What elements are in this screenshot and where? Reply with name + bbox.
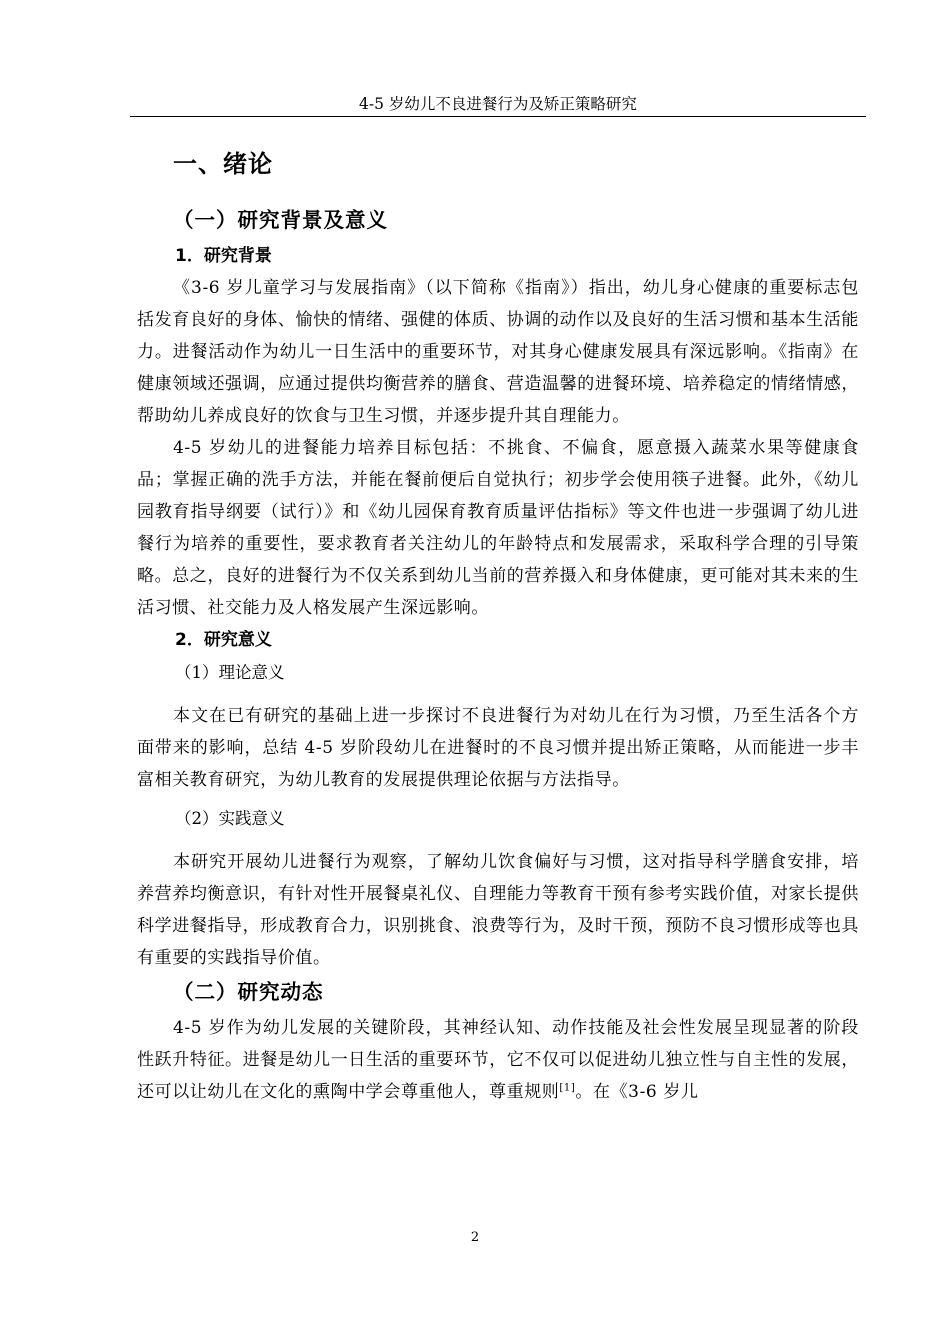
research-trends-tail: 。在《3-6 岁儿 — [575, 1082, 699, 1102]
paragraph-research-trends — [137, 1012, 859, 1108]
page-number: 2 — [470, 1230, 480, 1245]
chapter-title: 一、绪论 — [173, 150, 273, 178]
subsection-title-background: 1．研究背景 — [175, 246, 272, 266]
subsection-title-significance: 2．研究意义 — [175, 630, 272, 650]
citation-ref[interactable]: [1] — [559, 1082, 576, 1094]
section-title-background: （一）研究背景及意义 — [173, 208, 388, 232]
running-header: 4-5 岁幼儿不良进餐行为及矫正策略研究 — [359, 95, 637, 113]
section-title-research-trends: （二）研究动态 — [173, 980, 324, 1004]
research-trends-text: 4-5 岁作为幼儿发展的关键阶段，其神经认知、动作技能及社会性发展呈现显著的阶段性跃升特征。进餐是幼儿一日生活的重要环节，它不仅可以促进幼儿独立性与自主性的发展，还可以让幼儿在文化的熏陶中学会尊重他人，尊重规则 — [137, 1018, 859, 1102]
paragraph-guideline: 《3-6 岁儿童学习与发展指南》（以下简称《指南》）指出，幼儿身心健康的重要标志包括发育良好的身体、愉快的情绪、强健的体质、协调的动作以及良好的生活习惯和基本生活能力。进餐活动作为幼儿一日生活中的重要环节，对其身心健康发展具有深远影响。《指南》在健康领域还强调，应通过提供均衡营养的膳食、营造温馨的进餐环境、培养稳定的情绪情感，帮助幼儿养成良好的饮食与卫生习惯，并逐步提升其自理能力。 — [137, 278, 859, 426]
practice-significance-title: （2）实践意义 — [175, 809, 285, 828]
paragraph-practice: 本研究开展幼儿进餐行为观察，了解幼儿饮食偏好与习惯，这对指导科学膳食安排，培养营养均衡意识，有针对性开展餐桌礼仪、自理能力等教育干预有参考实践价值，对家长提供科学进餐指导，形成教育合力，识别挑食、浪费等行为，及时干预，预防不良习惯形成等也具有重要的实践指导价值。 — [137, 852, 859, 968]
paragraph-theory: 本文在已有研究的基础上进一步探讨不良进餐行为对幼儿在行为习惯，乃至生活各个方面带来的影响，总结 4-5 岁阶段幼儿在进餐时的不良习惯并提出矫正策略，从而能进一步丰富相关教育研究，为幼儿教育的发展提供理论依据与方法指导。 — [137, 706, 859, 790]
page-body — [137, 142, 859, 1108]
paragraph-goals: 4-5 岁幼儿的进餐能力培养目标包括：不挑食、不偏食，愿意摄入蔬菜水果等健康食品；掌握正确的洗手方法，并能在餐前便后自觉执行；初步学会使用筷子进餐。此外，《幼儿园教育指导纲要（试行）》和《幼儿园保育教育质量评估指标》等文件也进一步强调了幼儿进餐行为培养的重要性，要求教育者关注幼儿的年龄特点和发展需求，采取科学合理的引导策略。总之，良好的进餐行为不仅关系到幼儿当前的营养摄入和身体健康，更可能对其未来的生活习惯、社交能力及人格发展产生深远影响。 — [137, 438, 859, 618]
header-rule — [130, 116, 866, 117]
theory-significance-title: （1）理论意义 — [175, 663, 285, 682]
